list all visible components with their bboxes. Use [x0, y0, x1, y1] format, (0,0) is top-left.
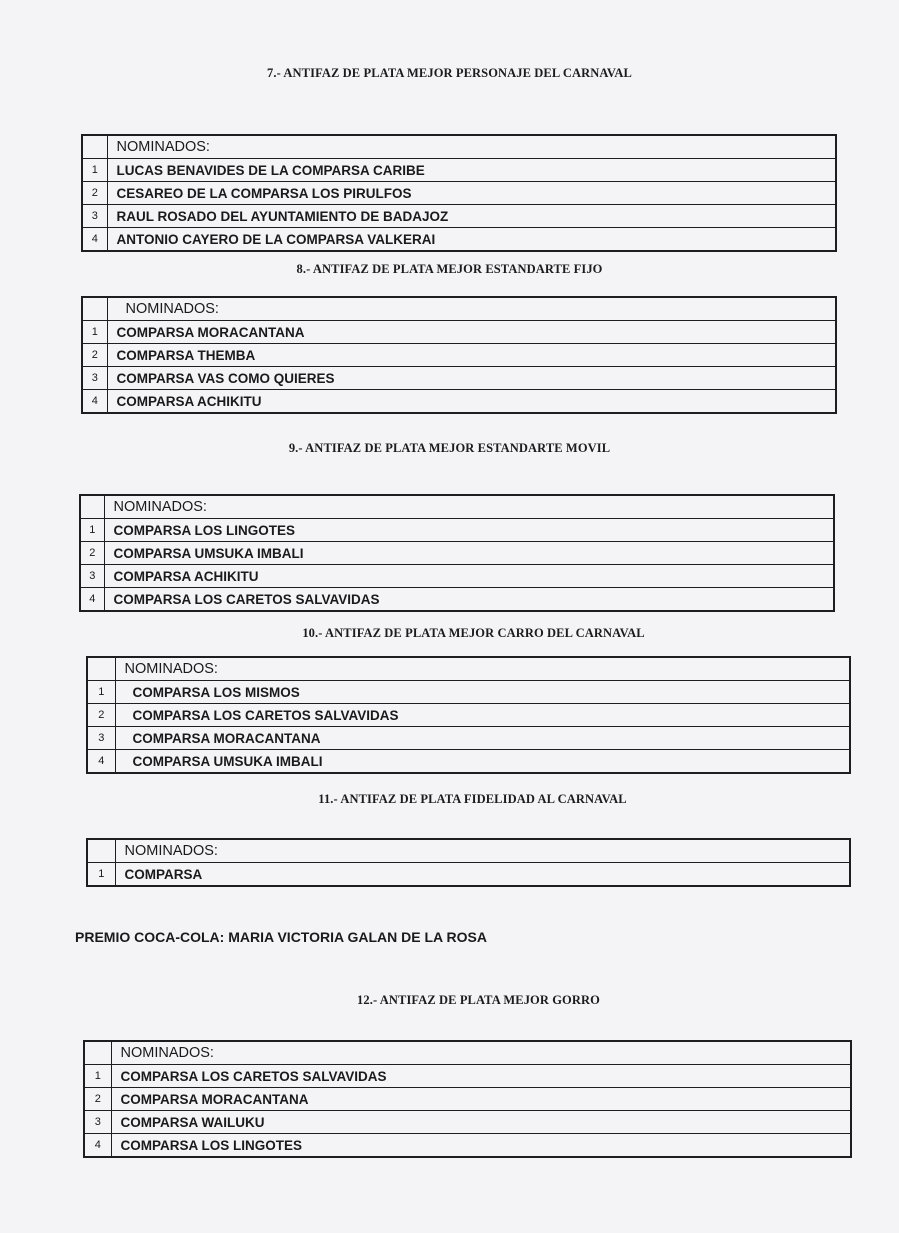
nominees-header: NOMINADOS: [107, 297, 836, 321]
table-header-row [82, 135, 836, 159]
table-header-row [82, 297, 836, 321]
nominee-name: COMPARSA MORACANTANA [115, 727, 850, 750]
row-number: 3 [84, 1111, 111, 1134]
row-number: 4 [87, 750, 115, 774]
row-number: 1 [84, 1065, 111, 1088]
row-number: 3 [87, 727, 115, 750]
row-number: 2 [84, 1088, 111, 1111]
nominee-name: COMPARSA MORACANTANA [111, 1088, 851, 1111]
nominee-name: COMPARSA [115, 863, 850, 887]
section-7-title: 7.- ANTIFAZ DE PLATA MEJOR PERSONAJE DEL CARNAVAL [267, 66, 632, 80]
nominee-name: COMPARSA VAS COMO QUIERES [107, 367, 836, 390]
row-number: 1 [80, 519, 104, 542]
row-number: 1 [87, 863, 115, 887]
section-9-title: 9.- ANTIFAZ DE PLATA MEJOR ESTANDARTE MOVIL [288, 441, 611, 455]
table-header-row [87, 839, 850, 863]
section-7-nominees-table [81, 134, 837, 252]
nominee-name: COMPARSA LOS CARETOS SALVAVIDAS [115, 704, 850, 727]
nominee-name: COMPARSA MORACANTANA [107, 321, 836, 344]
table-row [87, 863, 850, 887]
table-row [80, 519, 834, 542]
section-10-nominees-table [86, 656, 851, 774]
row-number: 3 [80, 565, 104, 588]
section-12-title: 12.- ANTIFAZ DE PLATA MEJOR GORRO [357, 993, 600, 1007]
nominee-name: RAUL ROSADO DEL AYUNTAMIENTO DE BADAJOZ [107, 205, 836, 228]
nominees-header: NOMINADOS: [115, 839, 850, 863]
row-number: 3 [82, 367, 107, 390]
nominee-name: COMPARSA LOS CARETOS SALVAVIDAS [104, 588, 834, 612]
table-row [82, 159, 836, 182]
nominee-name: COMPARSA WAILUKU [111, 1111, 851, 1134]
row-number: 1 [87, 681, 115, 704]
section-8-title: 8.- ANTIFAZ DE PLATA MEJOR ESTANDARTE FIJO [296, 262, 603, 276]
table-row [82, 390, 836, 414]
nominee-name: CESAREO DE LA COMPARSA LOS PIRULFOS [107, 182, 836, 205]
nominee-name: COMPARSA THEMBA [107, 344, 836, 367]
table-row [84, 1088, 851, 1111]
section-11-nominees-table [86, 838, 851, 887]
row-number: 4 [82, 228, 107, 252]
table-row [87, 727, 850, 750]
nominees-header: NOMINADOS: [104, 495, 834, 519]
nominee-name: LUCAS BENAVIDES DE LA COMPARSA CARIBE [107, 159, 836, 182]
section-10-title: 10.- ANTIFAZ DE PLATA MEJOR CARRO DEL CARNAVAL [302, 626, 645, 640]
section-11-title: 11.- ANTIFAZ DE PLATA FIDELIDAD AL CARNAVAL [318, 792, 627, 806]
nominee-name: COMPARSA ACHIKITU [104, 565, 834, 588]
row-number: 1 [82, 321, 107, 344]
row-number: 2 [82, 344, 107, 367]
section-9-nominees-table [79, 494, 835, 612]
table-row [80, 542, 834, 565]
nominee-name: ANTONIO CAYERO DE LA COMPARSA VALKERAI [107, 228, 836, 252]
table-row [82, 205, 836, 228]
nominee-name: COMPARSA LOS LINGOTES [111, 1134, 851, 1158]
table-row [87, 681, 850, 704]
row-number: 2 [82, 182, 107, 205]
table-header-row [84, 1041, 851, 1065]
nominees-header: NOMINADOS: [115, 657, 850, 681]
table-row [87, 704, 850, 727]
table-row [82, 321, 836, 344]
row-number: 2 [80, 542, 104, 565]
row-number: 1 [82, 159, 107, 182]
table-row [84, 1111, 851, 1134]
section-12-nominees-table [83, 1040, 852, 1158]
nominee-name: COMPARSA UMSUKA IMBALI [104, 542, 834, 565]
coca-cola-prize: PREMIO COCA-COLA: MARIA VICTORIA GALAN DE LA ROSA [75, 929, 487, 945]
nominee-name: COMPARSA LOS MISMOS [115, 681, 850, 704]
table-row [82, 344, 836, 367]
nominee-name: COMPARSA UMSUKA IMBALI [115, 750, 850, 774]
row-number: 4 [80, 588, 104, 612]
nominee-name: COMPARSA ACHIKITU [107, 390, 836, 414]
table-header-row [87, 657, 850, 681]
table-row [80, 565, 834, 588]
table-row [84, 1134, 851, 1158]
nominees-header: NOMINADOS: [107, 135, 836, 159]
table-header-row [80, 495, 834, 519]
row-number: 3 [82, 205, 107, 228]
nominee-name: COMPARSA LOS LINGOTES [104, 519, 834, 542]
table-row [84, 1065, 851, 1088]
table-row [80, 588, 834, 612]
table-row [87, 750, 850, 774]
row-number: 2 [87, 704, 115, 727]
row-number: 4 [84, 1134, 111, 1158]
table-row [82, 182, 836, 205]
table-row [82, 228, 836, 252]
row-number: 4 [82, 390, 107, 414]
nominees-header: NOMINADOS: [111, 1041, 851, 1065]
section-8-nominees-table [81, 296, 837, 414]
table-row [82, 367, 836, 390]
nominee-name: COMPARSA LOS CARETOS SALVAVIDAS [111, 1065, 851, 1088]
